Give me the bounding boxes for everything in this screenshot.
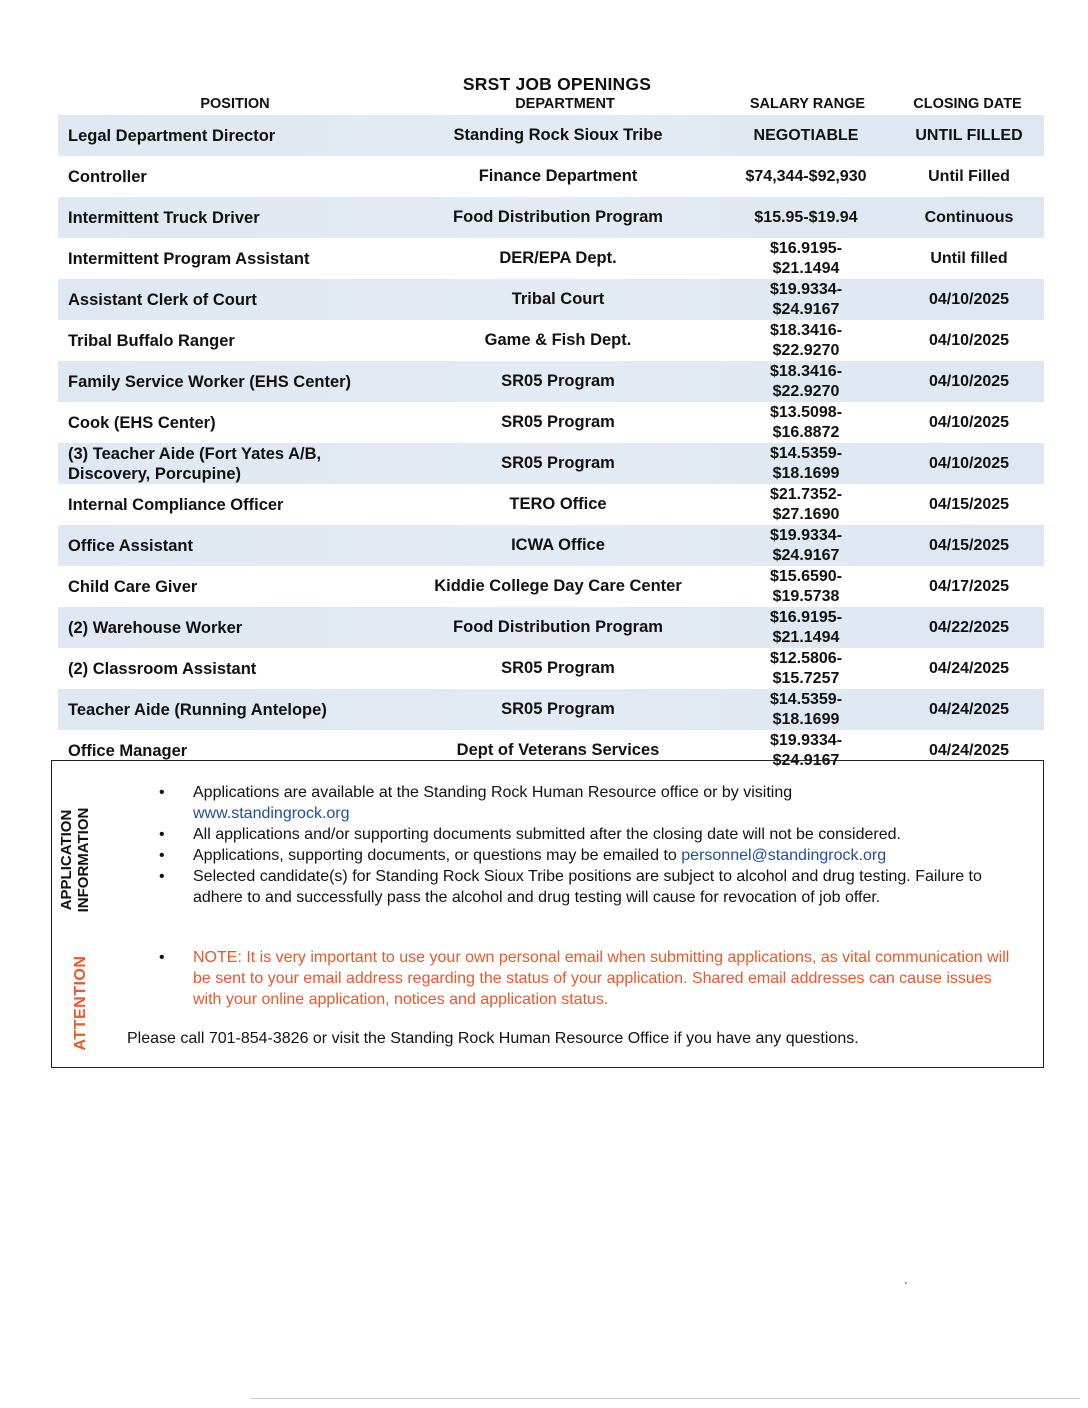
closing-date-cell: Continuous <box>924 208 1014 226</box>
department-cell: SR05 Program <box>501 700 615 718</box>
position-cell: Tribal Buffalo Ranger <box>68 331 235 350</box>
table-row <box>58 648 1044 689</box>
table-row <box>58 320 1044 361</box>
salary-cell: $16.9195- $21.1494 <box>769 239 843 277</box>
department-cell: SR05 Program <box>501 372 615 390</box>
department-cell: Food Distribution Program <box>453 618 663 636</box>
application-info-list <box>155 782 1015 908</box>
position-cell: (2) Classroom Assistant <box>68 659 257 678</box>
department-cell: SR05 Program <box>501 659 615 677</box>
bullet-text: Applications, supporting documents, or questions may be emailed to <box>193 847 682 864</box>
closing-date-cell: 04/17/2025 <box>928 577 1010 595</box>
closing-date-cell: 04/24/2025 <box>928 659 1010 677</box>
salary-cell: $13.5098- $16.8872 <box>769 403 843 441</box>
position-cell: Cook (EHS Center) <box>68 413 216 432</box>
salary-cell: $15.6590- $19.5738 <box>769 567 843 605</box>
closing-date-cell: 04/15/2025 <box>928 536 1010 554</box>
closing-date-cell: 04/10/2025 <box>928 290 1010 308</box>
header-department: DEPARTMENT <box>515 96 615 112</box>
position-cell: Intermittent Program Assistant <box>68 249 310 268</box>
salary-cell: $19.9334- $24.9167 <box>769 280 843 318</box>
application-information-label <box>58 800 98 920</box>
list-item <box>155 782 1015 824</box>
email-link[interactable]: personnel@standingrock.org <box>681 847 887 864</box>
closing-date-cell: Until filled <box>930 249 1008 267</box>
salary-cell: $15.95-$19.94 <box>754 208 858 226</box>
list-item: • Selected candidate(s) for Standing Rock Sioux Tribe positions are subject to alcohol and drug testing. Failure to adhere to and successfully pass the alcohol and drug testing will cause for revocation of job offer. <box>155 866 1015 908</box>
department-cell: Food Distribution Program <box>453 208 663 226</box>
salary-cell: $14.5359- $18.1699 <box>769 444 843 482</box>
salary-cell: $74,344-$92,930 <box>745 167 867 185</box>
department-cell: Finance Department <box>478 167 638 185</box>
closing-date-cell: 04/10/2025 <box>928 372 1010 390</box>
closing-date-cell: 04/10/2025 <box>928 413 1010 431</box>
closing-date-cell: 04/10/2025 <box>928 331 1010 349</box>
table-row <box>58 197 1044 238</box>
department-cell: Kiddie College Day Care Center <box>434 577 682 595</box>
position-cell: Office Assistant <box>68 536 194 555</box>
website-link[interactable]: www.standingrock.org <box>193 805 350 822</box>
table-row <box>58 443 1044 484</box>
page-title: SRST JOB OPENINGS <box>462 74 652 94</box>
department-cell: TERO Office <box>509 495 607 513</box>
department-cell: ICWA Office <box>511 536 605 554</box>
header-position: POSITION <box>200 96 270 112</box>
salary-cell: $16.9195- $21.1494 <box>769 608 843 646</box>
table-row <box>58 689 1044 730</box>
department-cell: Dept of Veterans Services <box>456 741 660 759</box>
list-item <box>155 845 1015 866</box>
position-cell: Family Service Worker (EHS Center) <box>68 372 352 391</box>
department-cell: SR05 Program <box>501 454 615 472</box>
application-information-text: APPLICATION INFORMATION <box>58 807 92 913</box>
scan-edge-line <box>250 1398 1080 1399</box>
list-item: • All applications and/or supporting documents submitted after the closing date will not be considered. <box>155 824 1015 845</box>
closing-date-cell: 04/22/2025 <box>928 618 1010 636</box>
position-cell: Controller <box>68 167 147 186</box>
job-openings-table <box>58 115 1044 771</box>
department-cell: Standing Rock Sioux Tribe <box>453 126 663 144</box>
salary-cell: NEGOTIABLE <box>753 126 859 144</box>
salary-cell: $18.3416- $22.9270 <box>769 362 843 400</box>
attention-note: • NOTE: It is very important to use your own personal email when submitting applications, as vital communication will be sent to your email address regarding the status of your application. Shared email addresses can cause issues with your online application, notices and application status. <box>155 947 1015 1010</box>
table-row <box>58 115 1044 156</box>
position-cell: Child Care Giver <box>68 577 198 596</box>
table-row <box>58 279 1044 320</box>
position-cell: Teacher Aide (Running Antelope) <box>68 700 327 719</box>
department-cell: DER/EPA Dept. <box>499 249 617 267</box>
attention-note-list <box>155 947 1015 1010</box>
header-closing-date: CLOSING DATE <box>913 96 1022 112</box>
table-row <box>58 566 1044 607</box>
salary-cell: $19.9334- $24.9167 <box>769 526 843 564</box>
department-cell: SR05 Program <box>501 413 615 431</box>
department-cell: Game & Fish Dept. <box>484 331 632 349</box>
table-row <box>58 238 1044 279</box>
position-cell: Internal Compliance Officer <box>68 495 284 514</box>
closing-date-cell: Until Filled <box>928 167 1010 185</box>
table-row <box>58 156 1044 197</box>
table-row <box>58 361 1044 402</box>
salary-cell: $12.5806- $15.7257 <box>769 649 843 687</box>
contact-line: Please call 701-854-3826 or visit the Standing Rock Human Resource Office if you have any questions. <box>127 1030 859 1047</box>
table-row <box>58 607 1044 648</box>
position-cell: Intermittent Truck Driver <box>68 208 260 227</box>
salary-cell: $19.9334- $24.9167 <box>769 731 843 769</box>
attention-label: ATTENTION <box>72 955 89 1051</box>
position-cell: Legal Department Director <box>68 126 276 145</box>
position-cell: Office Manager <box>68 741 188 760</box>
salary-cell: $14.5359- $18.1699 <box>769 690 843 728</box>
position-cell: (3) Teacher Aide (Fort Yates A/B, Discovery, Porcupine) <box>68 444 322 483</box>
closing-date-cell: 04/24/2025 <box>928 741 1010 759</box>
table-row <box>58 402 1044 443</box>
closing-date-cell: UNTIL FILLED <box>915 126 1023 144</box>
table-row <box>58 525 1044 566</box>
scan-dot <box>905 1282 907 1284</box>
closing-date-cell: 04/10/2025 <box>928 454 1010 472</box>
closing-date-cell: 04/24/2025 <box>928 700 1010 718</box>
position-cell: Assistant Clerk of Court <box>68 290 257 309</box>
bullet-text: Applications are available at the Standing Rock Human Resource office or by visiting <box>193 784 793 801</box>
position-cell: (2) Warehouse Worker <box>68 618 243 637</box>
salary-cell: $18.3416- $22.9270 <box>769 321 843 359</box>
header-salary-range: SALARY RANGE <box>749 96 866 112</box>
closing-date-cell: 04/15/2025 <box>928 495 1010 513</box>
department-cell: Tribal Court <box>511 290 605 308</box>
salary-cell: $21.7352- $27.1690 <box>769 485 843 523</box>
table-row <box>58 484 1044 525</box>
